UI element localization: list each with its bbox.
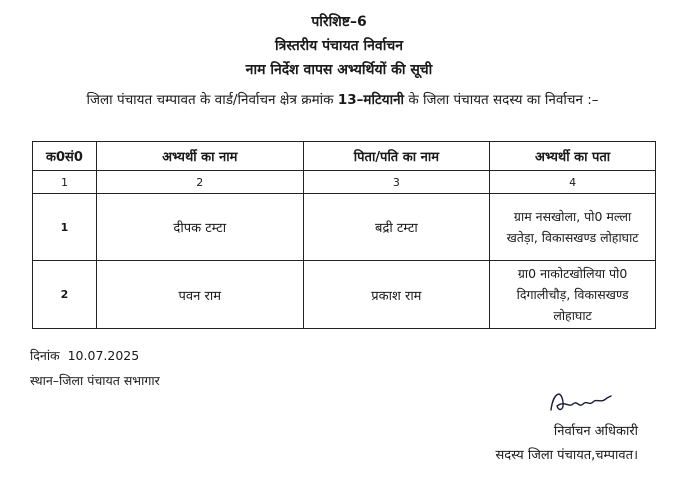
column-number-row bbox=[33, 171, 656, 194]
table-row bbox=[33, 194, 656, 261]
header-serial: क0सं0 bbox=[33, 142, 97, 171]
intro-part2: के जिला पंचायत सदस्य का निर्वाचन :– bbox=[404, 92, 599, 108]
date-label: दिनांक bbox=[30, 348, 60, 363]
column-number: 4 bbox=[490, 171, 656, 194]
signature-mark bbox=[545, 380, 615, 420]
header-address: अभ्यर्थी का पता bbox=[490, 142, 656, 171]
ward-name: 13–मटियानी bbox=[337, 92, 405, 108]
candidate-address bbox=[490, 261, 656, 329]
intro-part1: जिला पंचायत चम्पावत के वार्ड/निर्वाचन क्षेत्र क्रमांक bbox=[86, 92, 338, 108]
place-line: स्थान–जिला पंचायत सभागार bbox=[30, 373, 160, 388]
parent-name: बद्री टम्टा bbox=[303, 194, 490, 261]
column-number: 2 bbox=[96, 171, 303, 194]
candidates-table bbox=[32, 141, 656, 329]
address-line: लोहाघाट bbox=[553, 308, 592, 323]
column-number: 3 bbox=[303, 171, 490, 194]
serial-number: 1 bbox=[33, 194, 97, 261]
date-line bbox=[30, 347, 139, 364]
document-title: त्रिस्तरीय पंचायत निर्वाचन bbox=[274, 38, 404, 54]
header-candidate-name: अभ्यर्थी का नाम bbox=[96, 142, 303, 171]
intro-text bbox=[30, 90, 655, 111]
candidate-address bbox=[490, 194, 656, 261]
address-line: ग्राम नसखोला, पो0 मल्ला bbox=[513, 209, 632, 224]
column-number: 1 bbox=[33, 171, 97, 194]
address-line: दिगालीचौड़, विकासखण्ड bbox=[516, 287, 629, 302]
table-header-row bbox=[33, 142, 656, 171]
appendix-label: परिशिष्ट–6 bbox=[311, 14, 367, 30]
date-value: 10.07.2025 bbox=[67, 348, 140, 363]
serial-number: 2 bbox=[33, 261, 97, 329]
candidate-name: दीपक टम्टा bbox=[96, 194, 303, 261]
address-line: ग्रा0 नाकोटखोलिया पो0 bbox=[517, 266, 628, 281]
table-row bbox=[33, 261, 656, 329]
header-parent-name: पिता/पति का नाम bbox=[303, 142, 490, 171]
address-line: खतेड़ा, विकासखण्ड लोहाघाट bbox=[506, 230, 639, 245]
signatory-designation: निर्वाचन अधिकारी bbox=[553, 424, 638, 439]
document-subtitle: नाम निर्देश वापस अभ्यर्थियों की सूची bbox=[245, 62, 433, 78]
signatory-office: सदस्य जिला पंचायत,चम्पावत। bbox=[495, 448, 638, 463]
candidate-name: पवन राम bbox=[96, 261, 303, 329]
parent-name: प्रकाश राम bbox=[303, 261, 490, 329]
